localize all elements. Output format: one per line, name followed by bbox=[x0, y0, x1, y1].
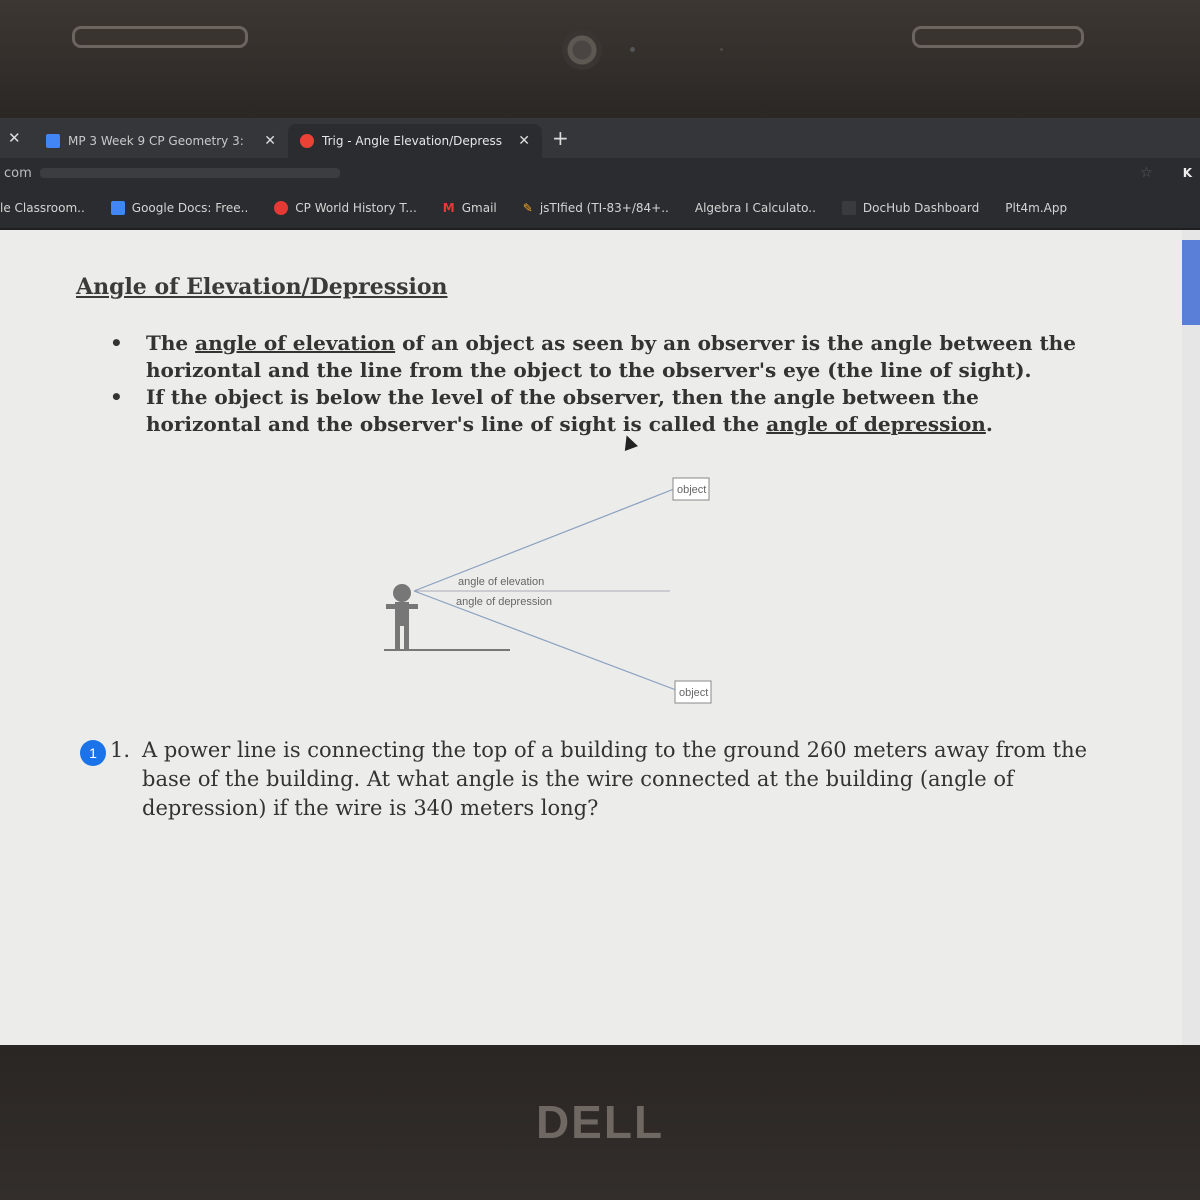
bookmarks-bar bbox=[0, 188, 1200, 230]
camera-led bbox=[630, 47, 635, 52]
bullet-text: of an object as seen by an observer is the angle between the horizontal and the line from the object to the observer's eye (the line of sight). bbox=[146, 331, 1076, 382]
document-page bbox=[0, 230, 1200, 1045]
star-icon[interactable]: ☆ bbox=[1140, 165, 1153, 181]
bookmark-label: jsTIfied (TI-83+/84+.. bbox=[539, 201, 669, 215]
bookmark-label: DocHub Dashboard bbox=[862, 201, 980, 215]
close-icon[interactable]: ✕ bbox=[264, 133, 276, 149]
bookmark-label: Plt4m.App bbox=[1005, 201, 1068, 215]
docs-icon bbox=[46, 134, 60, 148]
tab-title: Trig - Angle Elevation/Depress bbox=[322, 134, 502, 148]
url-blurred bbox=[40, 168, 340, 178]
question-text: A power line is connecting the top of a building to the ground 260 meters away from the base of the building. At what angle is the wire connected at the building (angle of depression) if the wire is 340 meters long? bbox=[142, 738, 1088, 820]
bookmark-world-history[interactable] bbox=[274, 201, 417, 215]
webcam bbox=[562, 30, 602, 70]
bookmark-plt4m[interactable] bbox=[1005, 201, 1067, 215]
object-label-top: object bbox=[677, 484, 707, 496]
bookmark-label: Algebra I Calculato.. bbox=[694, 201, 816, 215]
bookmark-google-docs[interactable] bbox=[111, 201, 249, 215]
new-tab-icon[interactable]: + bbox=[552, 126, 569, 150]
tab-title: MP 3 Week 9 CP Geometry 3: bbox=[68, 134, 244, 148]
definition-list bbox=[110, 330, 1100, 438]
elevation-depression-diagram bbox=[380, 470, 740, 710]
bookmark-label: Google Docs: Free.. bbox=[131, 201, 249, 215]
gmail-icon: M bbox=[442, 201, 455, 215]
tool-icon: ✎ bbox=[522, 201, 533, 215]
question-1 bbox=[80, 736, 1120, 823]
comment-badge[interactable]: 1 bbox=[80, 740, 106, 766]
microphone bbox=[720, 48, 723, 51]
bookmark-algebra-calculator[interactable] bbox=[695, 201, 816, 215]
bookmark-label: CP World History T... bbox=[295, 201, 417, 215]
tab-geometry[interactable] bbox=[34, 124, 288, 158]
bookmark-label: le Classroom.. bbox=[0, 201, 85, 215]
red-circle-icon bbox=[274, 201, 288, 215]
bullet-depression bbox=[110, 384, 1100, 438]
url-text[interactable]: com bbox=[4, 165, 32, 181]
close-icon[interactable]: ✕ bbox=[8, 129, 21, 147]
bullet-elevation bbox=[110, 330, 1100, 384]
bullet-text: The bbox=[146, 331, 196, 355]
scroll-thumb[interactable] bbox=[1182, 240, 1200, 325]
tab-strip bbox=[0, 118, 1200, 158]
bullet-text: . bbox=[985, 412, 993, 436]
trig-favicon-icon bbox=[300, 134, 314, 148]
bookmark-gmail[interactable] bbox=[443, 201, 497, 215]
close-icon[interactable]: ✕ bbox=[518, 133, 530, 149]
bookmark-dochub[interactable] bbox=[842, 201, 979, 215]
bookmark-classroom[interactable] bbox=[0, 201, 85, 215]
dell-logo: DELL bbox=[535, 1096, 665, 1148]
bookmark-label: Gmail bbox=[461, 201, 497, 215]
tab-trig[interactable] bbox=[288, 124, 542, 158]
term-angle-of-elevation: angle of elevation bbox=[195, 331, 396, 355]
question-number: 1. bbox=[110, 738, 131, 762]
docs-icon bbox=[111, 201, 125, 215]
term-angle-of-depression: angle of depression bbox=[766, 412, 986, 436]
bezel-slot bbox=[912, 26, 1084, 48]
observer-figure bbox=[386, 584, 418, 650]
bezel-slot bbox=[72, 26, 248, 48]
blank-icon bbox=[842, 201, 856, 215]
object-label-bottom: object bbox=[679, 687, 709, 699]
bullet-text: If the object is below the level of the observer, then the angle between the horizontal and the observer's line of sight is called the bbox=[146, 385, 979, 436]
bookmark-jstified[interactable] bbox=[523, 201, 669, 215]
address-bar[interactable] bbox=[0, 158, 1200, 188]
profile-avatar[interactable]: K bbox=[1182, 166, 1192, 180]
depression-label: angle of depression bbox=[456, 596, 553, 608]
elevation-label: angle of elevation bbox=[458, 576, 545, 588]
laptop-bezel-top bbox=[0, 0, 1200, 118]
page-title: Angle of Elevation/Depression bbox=[76, 274, 448, 300]
scrollbar[interactable] bbox=[1182, 230, 1200, 1045]
